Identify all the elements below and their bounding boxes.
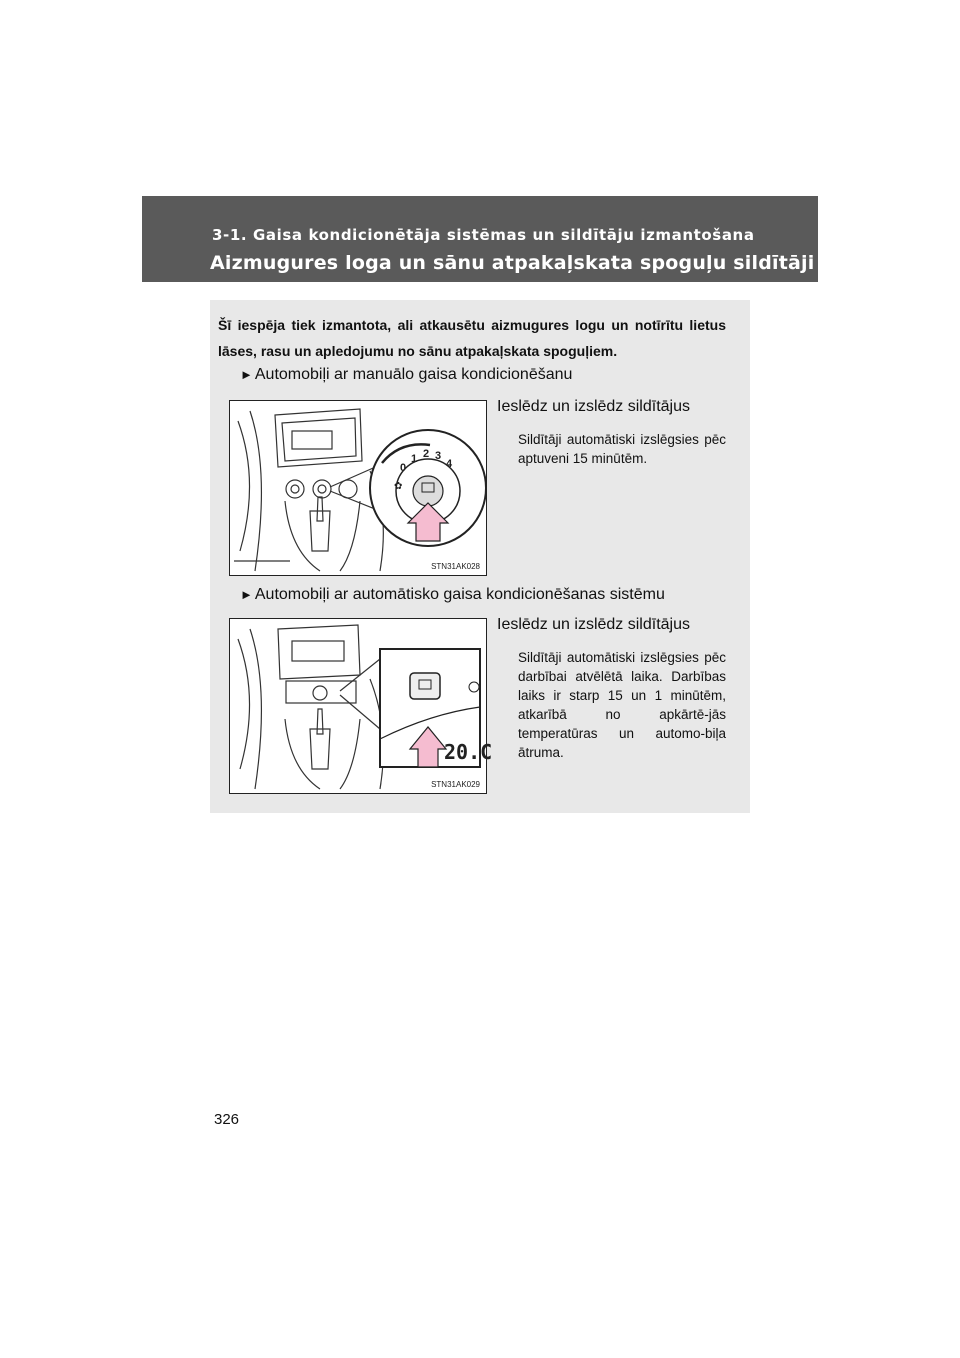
dial-label-0: 0 [400,462,407,474]
dashboard-illustration-auto [230,619,493,793]
figure-manual-ac [229,400,487,576]
fan-icon: ✿ [394,481,403,492]
bullet-label: Automobiļi ar automātisko gaisa kondicionēšanas sistēmu [254,586,665,603]
step-title-manual: Ieslēdz un izslēdz sildītājus [497,398,690,415]
step-desc-manual: Sildītāji automātiski izslēgsies pēc aptuveni 15 minūtēm. [518,432,726,466]
section-header [142,196,818,282]
step-desc-auto: Sildītāji automātiski izslēgsies pēc darbībai atvēlētā laika. Darbības laiks ir starp 15 un 1 minūtēm, atkarībā no apkārtē-jās temperatūras un automo-biļa ātruma. [518,650,726,760]
bullet-label: Automobiļi ar manuālo gaisa kondicionēšanu [254,366,573,383]
dial-label-3: 3 [435,450,442,462]
page-title: Aizmugures loga un sānu atpakaļskata spoguļu sildītāji [210,252,815,274]
bullet-manual-ac [240,366,572,384]
section-subtitle: 3-1. Gaisa kondicionētāja sistēmas un sildītāju izmantošana [212,226,755,244]
dashboard-illustration-manual [230,401,486,575]
figure-code: STN31AK029 [431,780,480,789]
triangle-bullet-icon: ► [240,367,253,382]
dial-label-1: 1 [411,453,418,465]
figure-auto-ac [229,618,493,794]
figure-code: STN31AK028 [431,562,480,571]
intro-text: Šī iespēja tiek izmantota, ali atkausētu aizmugures logu un notīrītu lietus lāses, rasu un apledojumu no sānu atpakaļskata spoguļiem. [218,317,726,359]
dial-label-2: 2 [423,448,430,460]
step-title-auto: Ieslēdz un izslēdz sildītājus [497,616,690,633]
defroster-button-icon [410,673,440,699]
temperature-display: 20.C [444,740,493,764]
triangle-bullet-icon: ► [240,587,253,602]
page-number: 326 [214,1111,240,1128]
content-panel [210,300,750,813]
bullet-auto-ac [240,586,665,604]
dial-label-4: 4 [446,458,453,470]
